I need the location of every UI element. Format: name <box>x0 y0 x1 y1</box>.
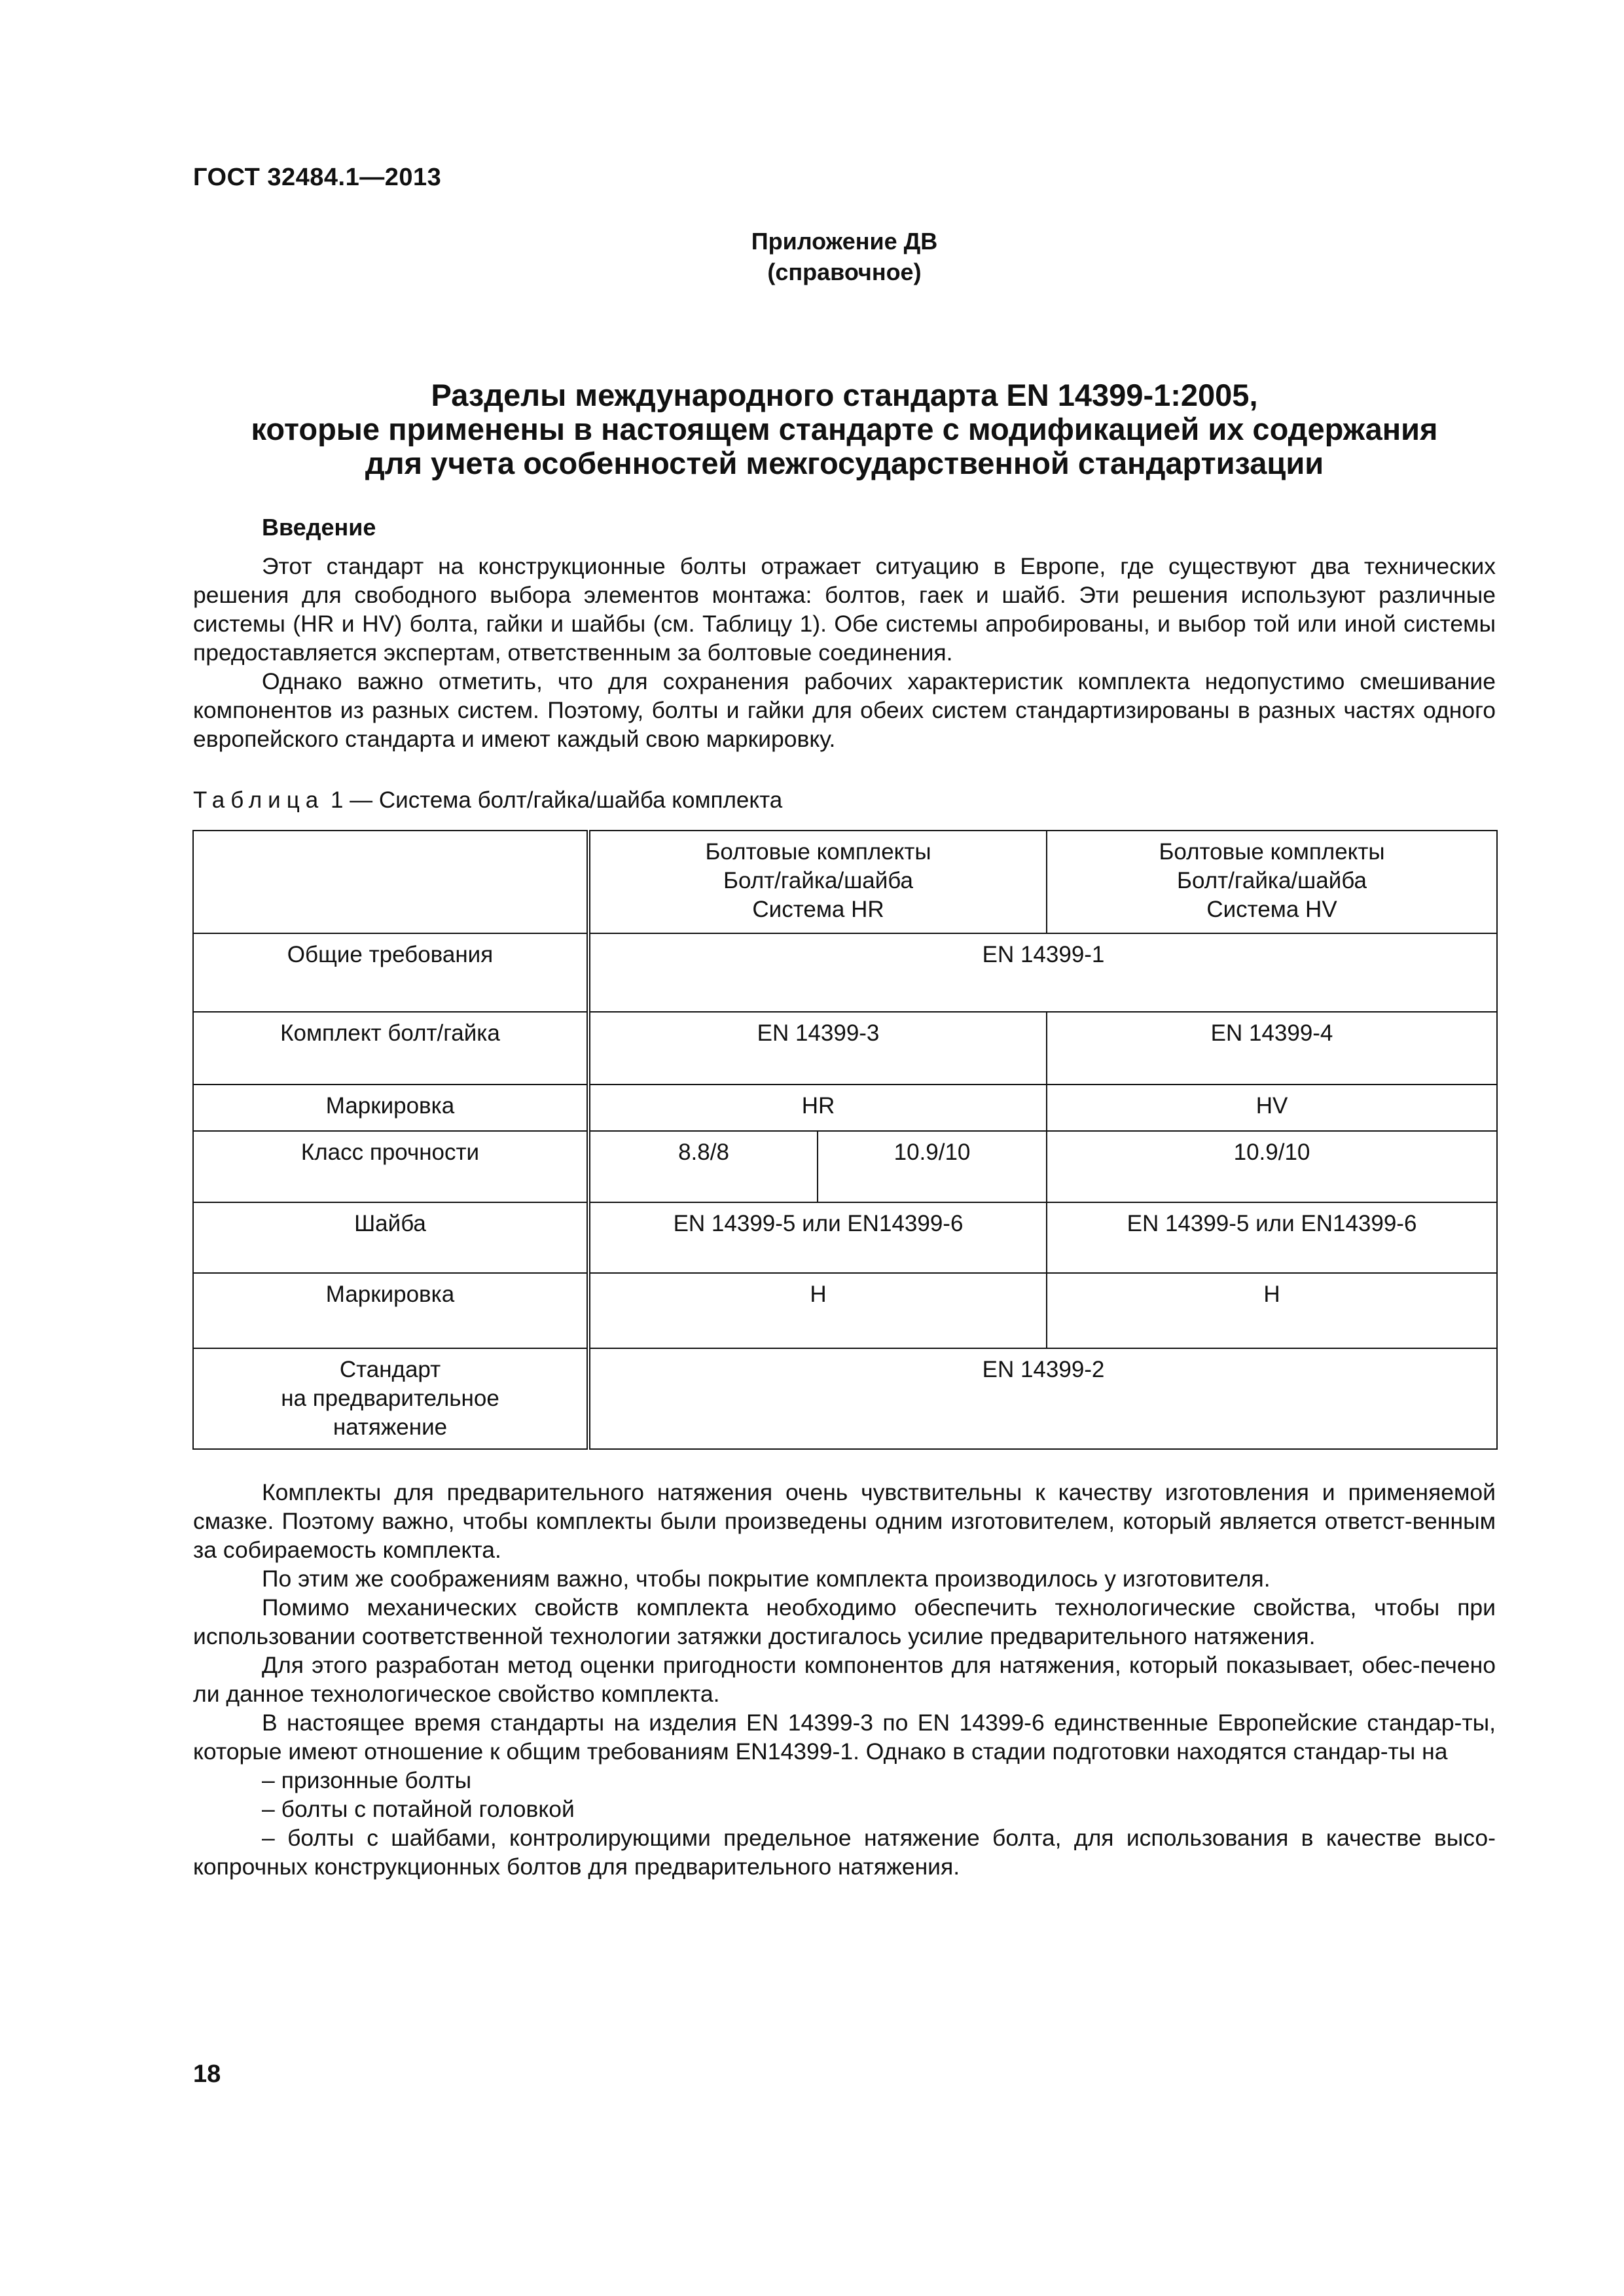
row-label: Шайба <box>193 1202 588 1273</box>
table-header-row <box>193 831 1497 933</box>
table-row <box>193 933 1497 1012</box>
cell-value: 10.9/10 <box>1047 1131 1497 1202</box>
table-caption <box>193 787 782 814</box>
header-line: Болтовые комплекты <box>1159 839 1385 865</box>
table-header-empty <box>193 831 588 933</box>
label-line: на предварительное <box>281 1386 499 1411</box>
table-row <box>193 1131 1497 1202</box>
cell-value: EN 14399-4 <box>1047 1012 1497 1085</box>
cell-value: EN 14399-5 или EN14399-6 <box>588 1202 1047 1273</box>
paragraph: В настоящее время стандарты на изделия EN 14399-3 по EN 14399-6 единственные Европейские стандар-ты, которые имеют отношение к общим требованиям EN14399-1. Однако в стадии подготовки находятся стандар-ты на <box>193 1710 1496 1765</box>
after-table-text <box>193 1478 1496 1881</box>
title-line: которые применены в настоящем стандарте с модификацией их содержания <box>251 412 1438 446</box>
cell-value: H <box>588 1273 1047 1348</box>
annex-title: Приложение ДВ <box>751 228 938 255</box>
header-line: Болт/гайка/шайба <box>723 868 913 893</box>
table-caption-text: 1 — Система болт/гайка/шайба комплекта <box>330 787 783 813</box>
cell-value: HV <box>1047 1085 1497 1131</box>
title-line: для учета особенностей межгосударственной стандартизации <box>365 446 1324 480</box>
intro-heading: Введение <box>262 514 376 541</box>
paragraph: Однако важно отметить, что для сохранения рабочих характеристик комплекта недопустимо смешивание компонентов из разных систем. Поэтому, болты и гайки для обеих систем стандартизированы в разных частях одного европейского стандарта и имеют каждый свою маркировку. <box>193 668 1496 752</box>
table-header-hv <box>1047 831 1497 933</box>
paragraph: По этим же соображениям важно, чтобы покрытие комплекта производилось у изготовителя. <box>262 1566 1271 1592</box>
paragraph: Для этого разработан метод оценки пригодности компонентов для натяжения, который показывает, обес-печено ли данное технологическое свойство комплекта. <box>193 1652 1496 1707</box>
row-label: Класс прочности <box>193 1131 588 1202</box>
cell-value: HR <box>588 1085 1047 1131</box>
paragraph: Комплекты для предварительного натяжения очень чувствительны к качеству изготовления и применяемой смазке. Поэтому важно, чтобы комплекты были произведены одним изготовителем, который является ответст-венным за собираемость комплекта. <box>193 1479 1496 1563</box>
table-header-hr <box>588 831 1047 933</box>
section-title <box>170 378 1519 480</box>
row-label: Маркировка <box>193 1273 588 1348</box>
annex-heading <box>0 226 1624 287</box>
cell-value: 10.9/10 <box>818 1131 1047 1202</box>
paragraph: Помимо механических свойств комплекта необходимо обеспечить технологические свойства, чтобы при использовании соответственной технологии затяжки достигалось усилие предварительного натяжения. <box>193 1594 1496 1649</box>
table-caption-word: Таблица <box>193 787 325 813</box>
paragraph: Этот стандарт на конструкционные болты отражает ситуацию в Европе, где существуют два технических решения для свободного выбора элементов монтажа: болтов, гаек и шайб. Эти решения используют различные системы (HR и HV) болта, гайки и шайбы (см. Таблицу 1). Обе системы апробированы, и выбор той или иной системы предоставляется экспертам, ответственным за болтовые соединения. <box>193 553 1496 666</box>
row-label: Комплект болт/гайка <box>193 1012 588 1085</box>
table-row <box>193 1202 1497 1273</box>
cell-value: 8.8/8 <box>588 1131 818 1202</box>
title-line: Разделы международного стандарта EN 14399-1:2005, <box>431 378 1258 412</box>
label-line: натяжение <box>333 1414 448 1440</box>
cell-value: H <box>1047 1273 1497 1348</box>
list-item: – болты с потайной головкой <box>262 1796 575 1822</box>
list-item: – призонные болты <box>262 1767 472 1793</box>
row-label: Общие требования <box>193 933 588 1012</box>
row-label <box>193 1348 588 1449</box>
cell-value: EN 14399-2 <box>588 1348 1497 1449</box>
cell-value: EN 14399-3 <box>588 1012 1047 1085</box>
table-row <box>193 1012 1497 1085</box>
annex-subtitle: (справочное) <box>767 259 922 285</box>
bolt-system-table <box>192 830 1498 1450</box>
table-row <box>193 1348 1497 1449</box>
page-number: 18 <box>193 2060 221 2088</box>
document-code: ГОСТ 32484.1—2013 <box>193 164 442 191</box>
table-row <box>193 1085 1497 1131</box>
label-line: Стандарт <box>339 1357 441 1382</box>
table-row <box>193 1273 1497 1348</box>
cell-value: EN 14399-5 или EN14399-6 <box>1047 1202 1497 1273</box>
intro-text <box>193 552 1496 753</box>
row-label: Маркировка <box>193 1085 588 1131</box>
header-line: Система HV <box>1206 897 1337 922</box>
cell-value: EN 14399-1 <box>588 933 1497 1012</box>
list-item: – болты с шайбами, контролирующими предельное натяжение болта, для использования в качестве высо-копрочных конструкционных болтов для предварительного натяжения. <box>193 1825 1496 1880</box>
header-line: Система HR <box>752 897 884 922</box>
header-line: Болт/гайка/шайба <box>1177 868 1367 893</box>
header-line: Болтовые комплекты <box>705 839 931 865</box>
